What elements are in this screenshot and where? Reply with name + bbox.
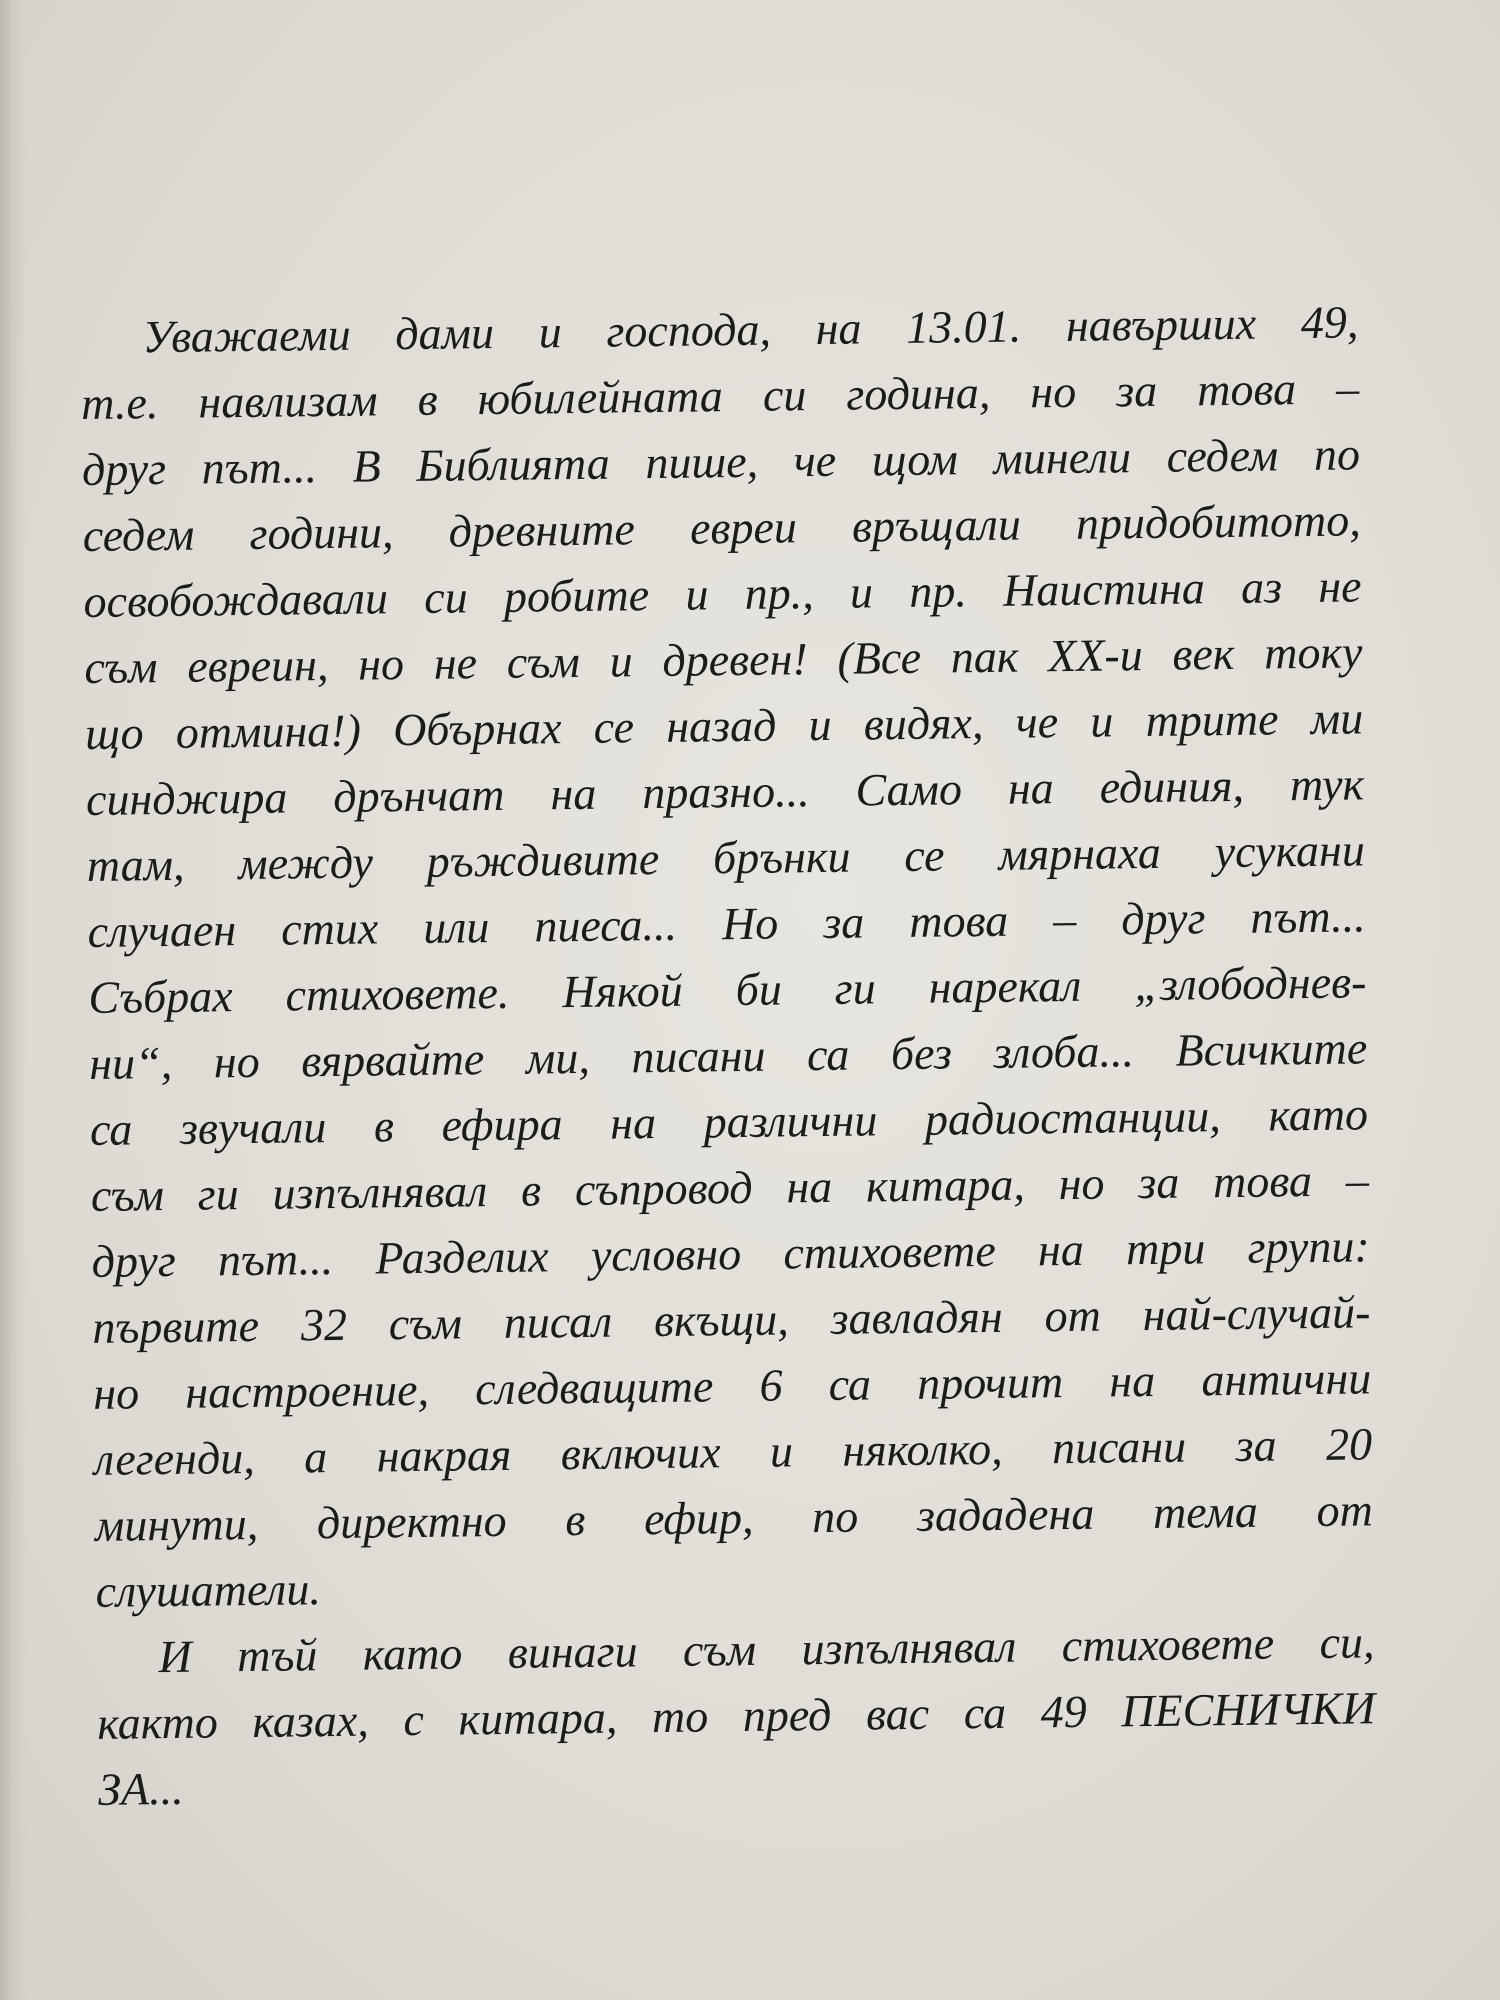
text-line: освобождавали си робите и пр., и пр. Наистина аз не [83, 560, 1362, 627]
text-line: случаен стих или пиеса... Но за това – друг път... [87, 890, 1366, 957]
text-line: що отмина!) Обърнах се назад и видях, че и трите ми [84, 692, 1364, 759]
text-line: слушатели. [95, 1563, 322, 1617]
text-line: Уважаеми дами и господа, на 13.01. навърших 49, [142, 296, 1359, 363]
text-line: както казах, с китара, то пред вас са 49 ПЕСНИЧКИ [97, 1682, 1376, 1749]
text-line: ни“, но вярвайте ми, писани са без злоба... Всичките [88, 1022, 1368, 1089]
text-line: първите 32 съм писал вкъщи, завладян от най-случай- [92, 1286, 1371, 1353]
text-line: Събрах стиховете. Някой би ги нарекал „злободнев- [88, 956, 1367, 1023]
page-gutter-shadow [0, 0, 26, 2000]
text-line: легенди, а накрая включих и няколко, писани за 20 [93, 1418, 1373, 1485]
page-text [80, 289, 1376, 1823]
text-line: но настроение, следващите 6 са прочит на антични [92, 1352, 1372, 1419]
text-line: съм евреин, но не съм и древен! (Все пак ХХ-и век току [84, 626, 1363, 693]
text-line: т.е. навлизам в юбилейната си година, но за това – [80, 362, 1360, 429]
text-line: ЗА... [97, 1762, 184, 1815]
text-line: друг път... В Библията пише, че щом минели седем по [81, 428, 1361, 495]
text-line: И тъй като винаги съм изпълнявал стиховете си, [158, 1616, 1375, 1683]
text-line: съм ги изпълнявал в съпровод на китара, но за това – [90, 1154, 1370, 1221]
paragraph-1 [80, 289, 1374, 1625]
paragraph-2 [96, 1609, 1376, 1823]
text-line: минути, директно в ефир, по зададена тема от [94, 1484, 1374, 1551]
text-line: там, между ръждивите брънки се мярнаха усукани [86, 824, 1366, 891]
text-line: друг път... Разделих условно стиховете на три групи: [91, 1220, 1370, 1287]
text-line: са звучали в ефира на различни радиостанции, като [89, 1088, 1369, 1155]
text-line: седем години, древните евреи връщали придобитото, [82, 494, 1362, 561]
text-line: синджира дрънчат на празно... Само на единия, тук [85, 758, 1365, 825]
